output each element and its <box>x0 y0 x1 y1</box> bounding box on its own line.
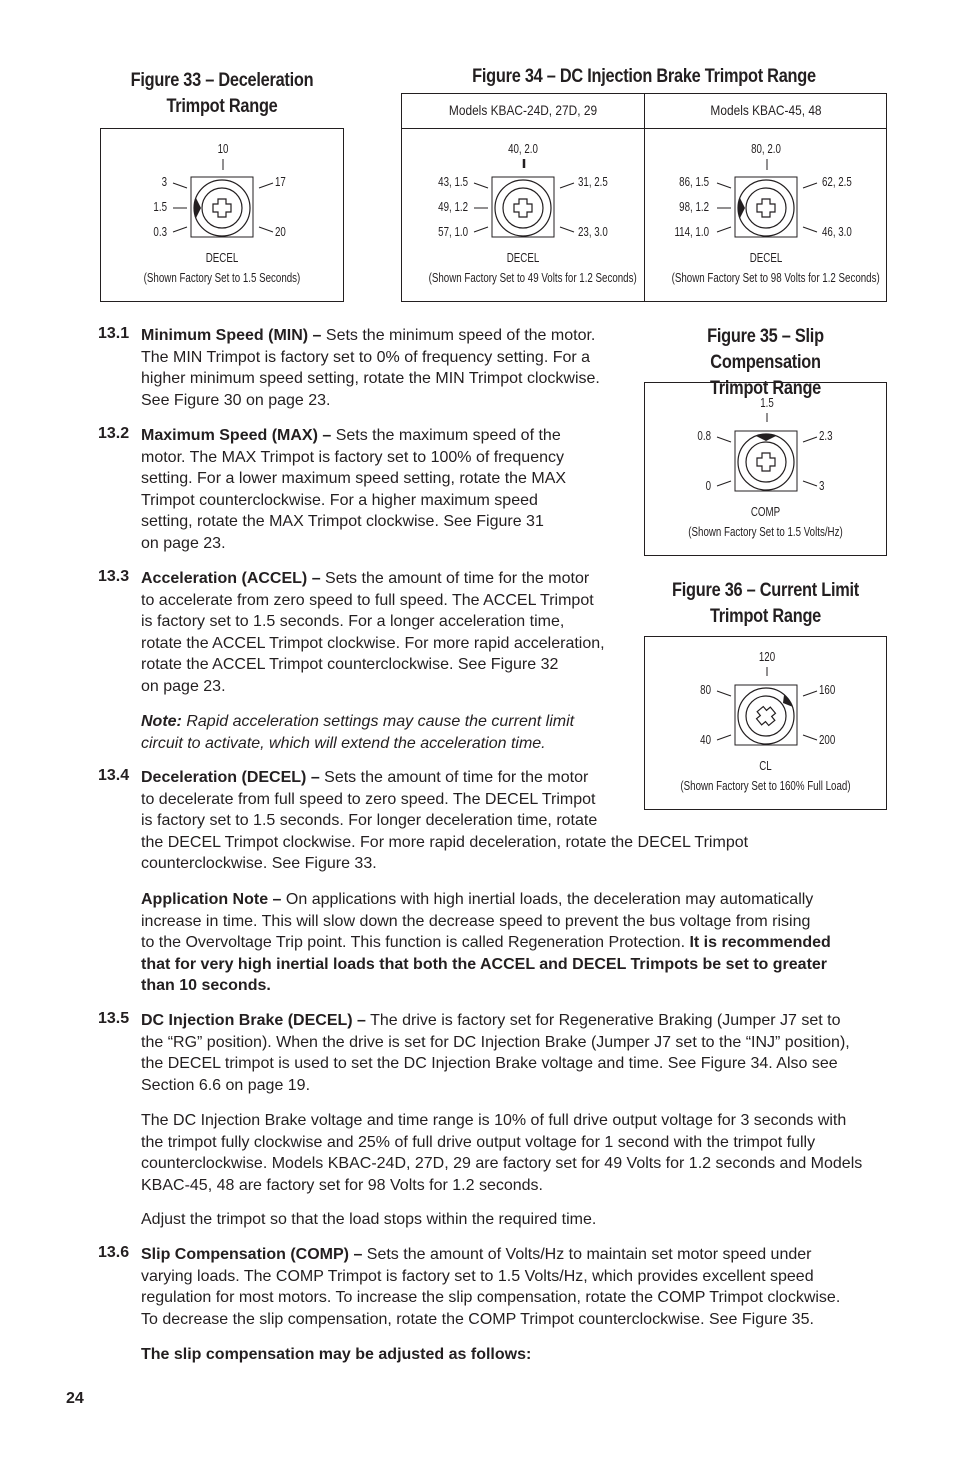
label-mid-left: 1.5 <box>153 200 167 214</box>
section-heading: Maximum Speed (MAX) – <box>141 427 332 444</box>
figure-33-title: Figure 33 – Deceleration Trimpot Range <box>130 70 314 117</box>
paragraph: The DC Injection Brake voltage and time range is 10% of full drive output voltage for 3 seconds with the trimpot fully clockwise and 25% of full drive output voltage for 1 second with the trimpot fully counterclockwise. Models KBAC-24D, 27D, 29 are factory set for 49 Volts for 1.2 seconds and Models KBAC-45, 48 are factory set for 98 Volts for 1.2 seconds. <box>141 1112 863 1194</box>
section-number: 13.6 <box>98 1244 130 1261</box>
label-upper-left: 86, 1.5 <box>679 175 709 189</box>
label-lower-left: 57, 1.0 <box>438 225 468 239</box>
decel-trimpot-icon <box>484 179 564 239</box>
decel-trimpot-icon <box>183 179 263 239</box>
label-mid-left: 98, 1.2 <box>679 200 709 214</box>
figure-caption: (Shown Factory Set to 49 Volts for 1.2 Seconds) <box>428 271 637 285</box>
section-number: 13.1 <box>98 325 130 342</box>
label-upper-left: 3 <box>161 175 167 189</box>
section-heading: Minimum Speed (MIN) – <box>141 327 322 344</box>
label-upper-right: 2.3 <box>819 429 833 443</box>
label-lower-left: 40 <box>700 733 711 747</box>
trimpot-name: DECEL <box>205 251 239 265</box>
label-top: 1.5 <box>760 396 774 410</box>
label-top: 80, 2.0 <box>751 142 781 156</box>
trimpot-name: CL <box>759 759 772 773</box>
figure-caption: (Shown Factory Set to 1.5 Volts/Hz) <box>688 525 843 539</box>
closing-line: The slip compensation may be adjusted as follows: <box>141 1346 532 1363</box>
label-upper-left: 43, 1.5 <box>438 175 468 189</box>
figure-caption: (Shown Factory Set to 98 Volts for 1.2 Seconds) <box>671 271 880 285</box>
col1-header: Models KBAC-24D, 27D, 29 <box>448 102 598 118</box>
note: Note: Rapid acceleration settings may cause the current limit circuit to activate, which will extend the acceleration time. <box>141 713 575 752</box>
label-upper-right: 62, 2.5 <box>822 175 852 189</box>
section-13-2: Maximum Speed (MAX) – Sets the maximum speed of the motor. The MAX Trimpot is factory set to 100% of frequency setting. For a lower maximum speed setting, rotate the MAX Trimpot counterclockwise. For a higher maximum speed setting, rotate the MAX Trimpot clockwise. See Figure 31 on page 23. <box>141 427 567 552</box>
figure-caption: (Shown Factory Set to 160% Full Load) <box>680 779 851 793</box>
section-number: 13.2 <box>98 425 130 442</box>
figure-caption: (Shown Factory Set to 1.5 Seconds) <box>143 271 301 285</box>
label-lower-left: 0.3 <box>153 225 167 239</box>
section-heading: Acceleration (ACCEL) – <box>141 570 321 587</box>
section-heading: Deceleration (DECEL) – <box>141 769 320 786</box>
section-13-5: DC Injection Brake (DECEL) – The drive is factory set for Regenerative Braking (Jumper J7 set to the “RG” position). When the drive is set for DC Injection Brake (Jumper J7 set to the “INJ” position), the DECEL trimpot is used to set the DC Injection Brake voltage and time. See Figure 34. Also see Section 6.6 on page 19. <box>141 1012 850 1094</box>
label-top: 10 <box>217 142 229 156</box>
figure-34-table <box>401 93 887 302</box>
label-upper-left: 0.8 <box>697 429 711 443</box>
section-13-3: Acceleration (ACCEL) – Sets the amount of time for the motor to accelerate from zero speed to full speed. The ACCEL Trimpot is factory set to 1.5 seconds. For a longer acceleration time, rotate the ACCEL Trimpot clockwise. For more rapid acceleration, rotate the ACCEL Trimpot counterclockwise. See Figure 32 on page 23. <box>141 570 605 695</box>
label-lower-right: 20 <box>275 225 286 239</box>
figure-35-title: Figure 35 – Slip Compensation Trimpot Range <box>707 326 824 399</box>
section-number: 13.4 <box>98 767 130 784</box>
section-13-1: Minimum Speed (MIN) – Sets the minimum speed of the motor. The MIN Trimpot is factory set to 0% of frequency setting. For a higher minimum speed setting, rotate the MIN Trimpot clockwise. See Figure 30 on page 23. <box>141 327 600 409</box>
label-lower-right: 200 <box>819 733 836 747</box>
section-13-4: Deceleration (DECEL) – Sets the amount of time for the motor to decelerate from full speed to zero speed. The DECEL Trimpot is factory set to 1.5 seconds. For longer deceleration time, rotate the DECEL Trimpot clockwise. For more rapid deceleration, rotate the DECEL Trimpot counterclockwise. See Figure 33. <box>141 769 749 873</box>
section-number: 13.5 <box>98 1010 130 1027</box>
label-lower-left: 0 <box>705 479 711 493</box>
section-number: 13.3 <box>98 568 130 585</box>
label-top: 40, 2.0 <box>508 142 538 156</box>
trimpot-name: COMP <box>750 505 781 519</box>
trimpot-name: DECEL <box>506 251 540 265</box>
figure-34-title: Figure 34 – DC Injection Brake Trimpot Range <box>472 66 816 87</box>
label-upper-right: 160 <box>819 683 836 697</box>
section-13-6: Slip Compensation (COMP) – Sets the amount of Volts/Hz to maintain set motor speed under varying loads. The COMP Trimpot is factory set to 1.5 Volts/Hz, which provides excellent speed regulation for most motors. To increase the slip compensation, rotate the COMP Trimpot clockwise. To decrease the slip compensation, rotate the COMP Trimpot counterclockwise. See Figure 35. <box>141 1246 841 1328</box>
label-lower-right: 46, 3.0 <box>822 225 852 239</box>
trimpot-name: DECEL <box>749 251 783 265</box>
label-upper-left: 80 <box>700 683 711 697</box>
page-number: 24 <box>66 1390 84 1407</box>
decel-trimpot-icon <box>727 179 807 239</box>
figure-33-box <box>100 128 344 302</box>
label-upper-right: 31, 2.5 <box>578 175 608 189</box>
comp-trimpot-icon <box>727 433 807 493</box>
application-note: Application Note – On applications with high inertial loads, the deceleration may automatically increase in time. This will slow down the decrease speed to prevent the bus voltage from rising to the Overvoltage Trip point. This function is called Regeneration Protection. It is recommended that for very high inertial loads that both the ACCEL and DECEL Trimpots be set to greater than 10 seconds. <box>141 891 831 995</box>
label-upper-right: 17 <box>275 175 286 189</box>
col2-header: Models KBAC-45, 48 <box>710 102 822 118</box>
paragraph: Adjust the trimpot so that the load stops within the required time. <box>141 1211 597 1228</box>
cl-trimpot-icon <box>727 687 807 747</box>
label-mid-left: 49, 1.2 <box>438 200 468 214</box>
figure-36-title: Figure 36 – Current Limit Trimpot Range <box>672 580 859 627</box>
label-top: 120 <box>758 650 776 664</box>
label-lower-left: 114, 1.0 <box>674 225 709 239</box>
label-lower-right: 3 <box>819 479 825 493</box>
section-heading: Slip Compensation (COMP) – <box>141 1246 363 1263</box>
label-lower-right: 23, 3.0 <box>578 225 608 239</box>
section-heading: DC Injection Brake (DECEL) – <box>141 1012 366 1029</box>
figure-35-box <box>644 382 887 556</box>
